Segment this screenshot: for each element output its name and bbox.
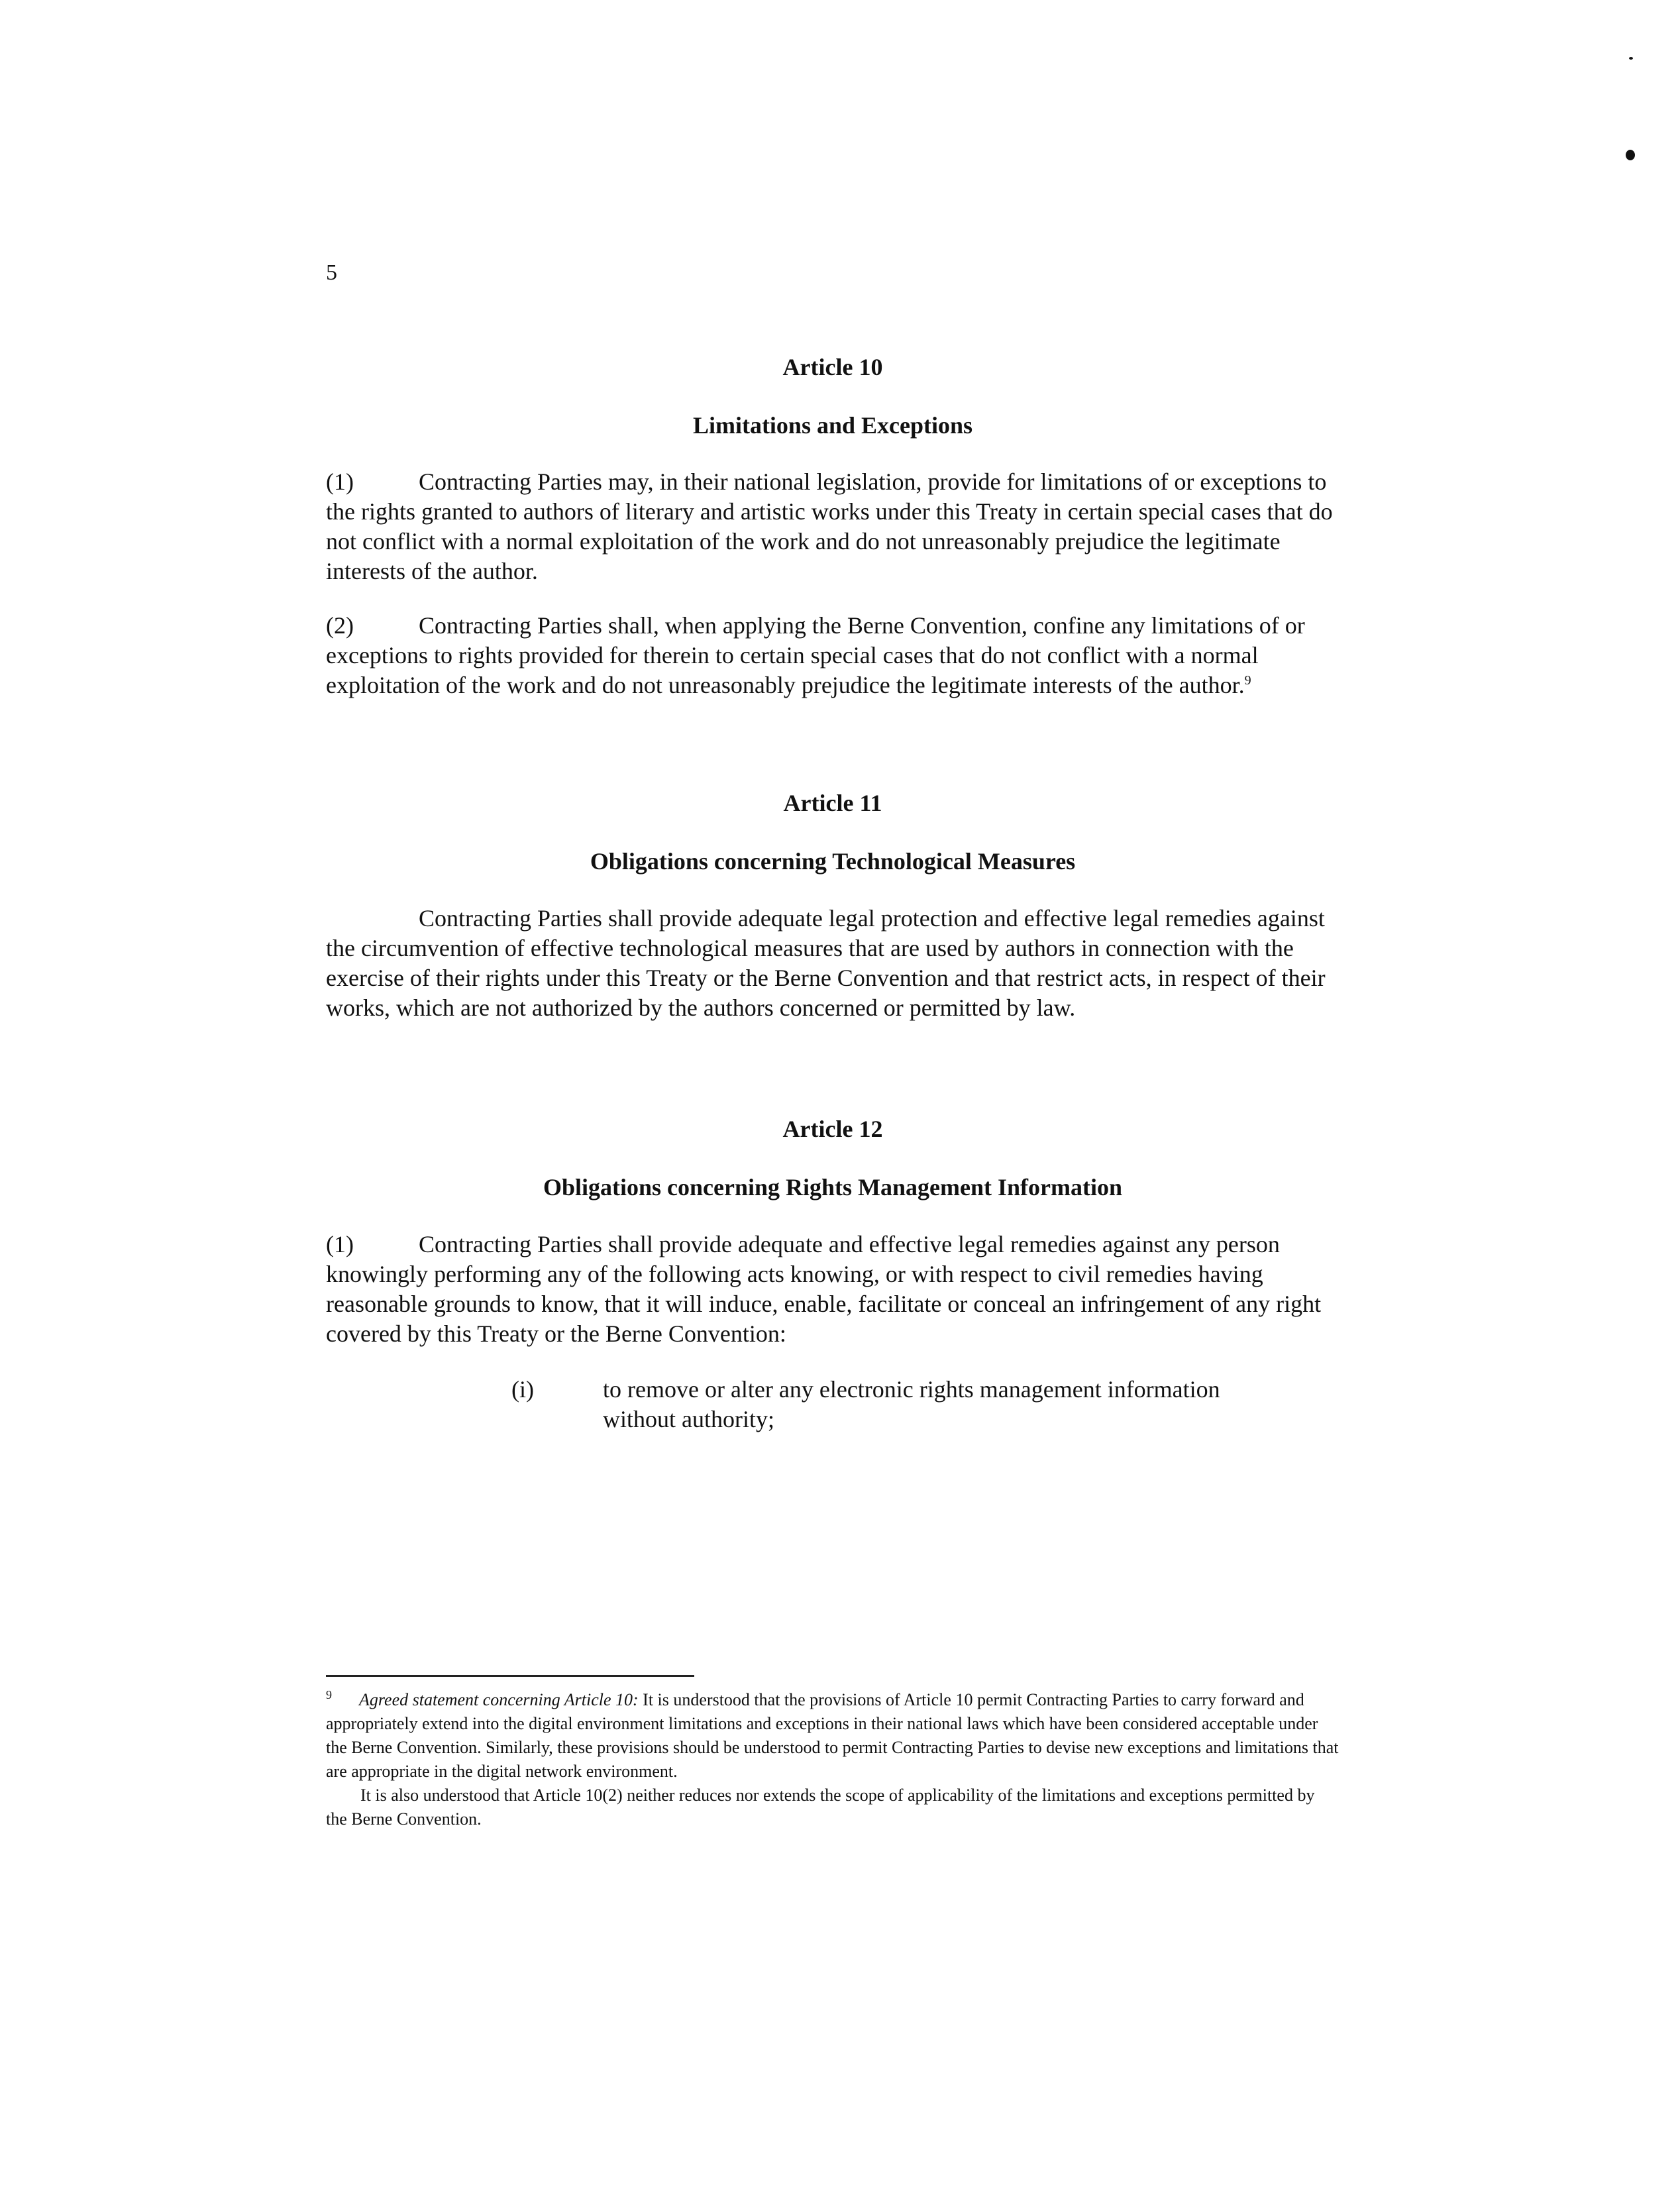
article-10-title: Article 10 <box>782 354 883 380</box>
footnote-paragraph-1: 9 Agreed statement concerning Article 10: It is understood that the provisions of Article 10 permit Contracting Parties to carry forward and appropriately extend into the digital environment limitations and exceptions in their national laws which have been considered acceptable under the Berne Convention. Similarly, these provisions should be understood to permit Contracting Parties to devise new exceptions and limitations that are appropriate in the digital network environment. <box>326 1688 1339 1781</box>
article-10-paragraph-1 <box>326 467 1339 586</box>
scan-speck-mark <box>1629 57 1633 60</box>
item-text: to remove or alter any electronic rights management information without authority; <box>603 1376 1220 1432</box>
footnote-text-1: It is understood that the provisions of Article 10 permit Contracting Parties to carry forward and appropriately extend into the digital environment limitations and exceptions in their national laws which have been considered acceptable under the Berne Convention. Similarly, these provisions should be understood to permit Contracting Parties to devise new exceptions and limitations that are appropriate in the digital network environment. <box>326 1690 1339 1781</box>
scan-dot-mark <box>1626 150 1635 160</box>
article-12-subtitle: Obligations concerning Rights Management Information <box>543 1174 1122 1200</box>
article-10-subtitle: Limitations and Exceptions <box>692 412 973 439</box>
paragraph-number: (1) <box>326 468 354 495</box>
paragraph-number: (1) <box>326 1231 354 1257</box>
paragraph-text: Contracting Parties shall provide adequate and effective legal remedies against any person knowingly performing any of the following acts knowing, or with respect to civil remedies having reasonable grounds to know, that it will induce, enable, facilitate or conceal an infringement of any right covered by this Treaty or the Berne Convention: <box>326 1231 1322 1347</box>
footnote-separator <box>326 1675 694 1677</box>
article-12-paragraph-1 <box>326 1230 1339 1349</box>
article-11-subtitle: Obligations concerning Technological Measures <box>590 848 1076 875</box>
footnote-paragraph-2 <box>326 1784 1339 1831</box>
footnote-text-2: It is also understood that Article 10(2) neither reduces nor extends the scope of applicability of the limitations and exceptions permitted by the Berne Convention. <box>326 1786 1315 1829</box>
footnote-label: Agreed statement concerning Article 10: <box>359 1690 639 1709</box>
paragraph-text: Contracting Parties shall provide adequate legal protection and effective legal remedies against the circumvention of effective technological measures that are used by authors in connection with the exercise of their rights under this Treaty or the Berne Convention and that restrict acts, in respect of their works, which are not authorized by the authors concerned or permitted by law. <box>326 905 1326 1021</box>
page-number: 5 <box>326 260 337 285</box>
article-11-title: Article 11 <box>783 790 882 816</box>
footnote-9 <box>326 1688 1339 1831</box>
paragraph-number: (2) <box>326 612 354 639</box>
item-number: (i) <box>511 1376 534 1403</box>
paragraph-text: Contracting Parties may, in their national legislation, provide for limitations of or exceptions to the rights granted to authors of literary and artistic works under this Treaty in certain special cases that do not conflict with a normal exploitation of the work and do not unreasonably prejudice the legitimate interests of the author. <box>326 468 1333 584</box>
footnote-reference: 9 <box>1244 673 1251 688</box>
paragraph-text: Contracting Parties shall, when applying the Berne Convention, confine any limitations of or exceptions to rights provided for therein to certain special cases that do not conflict with a normal exploitation of the work and do not unreasonably prejudice the legitimate interests of the author. <box>326 612 1305 698</box>
article-12-title: Article 12 <box>782 1116 883 1142</box>
article-11-paragraph <box>326 904 1339 1023</box>
article-10-paragraph-2 <box>326 611 1339 700</box>
